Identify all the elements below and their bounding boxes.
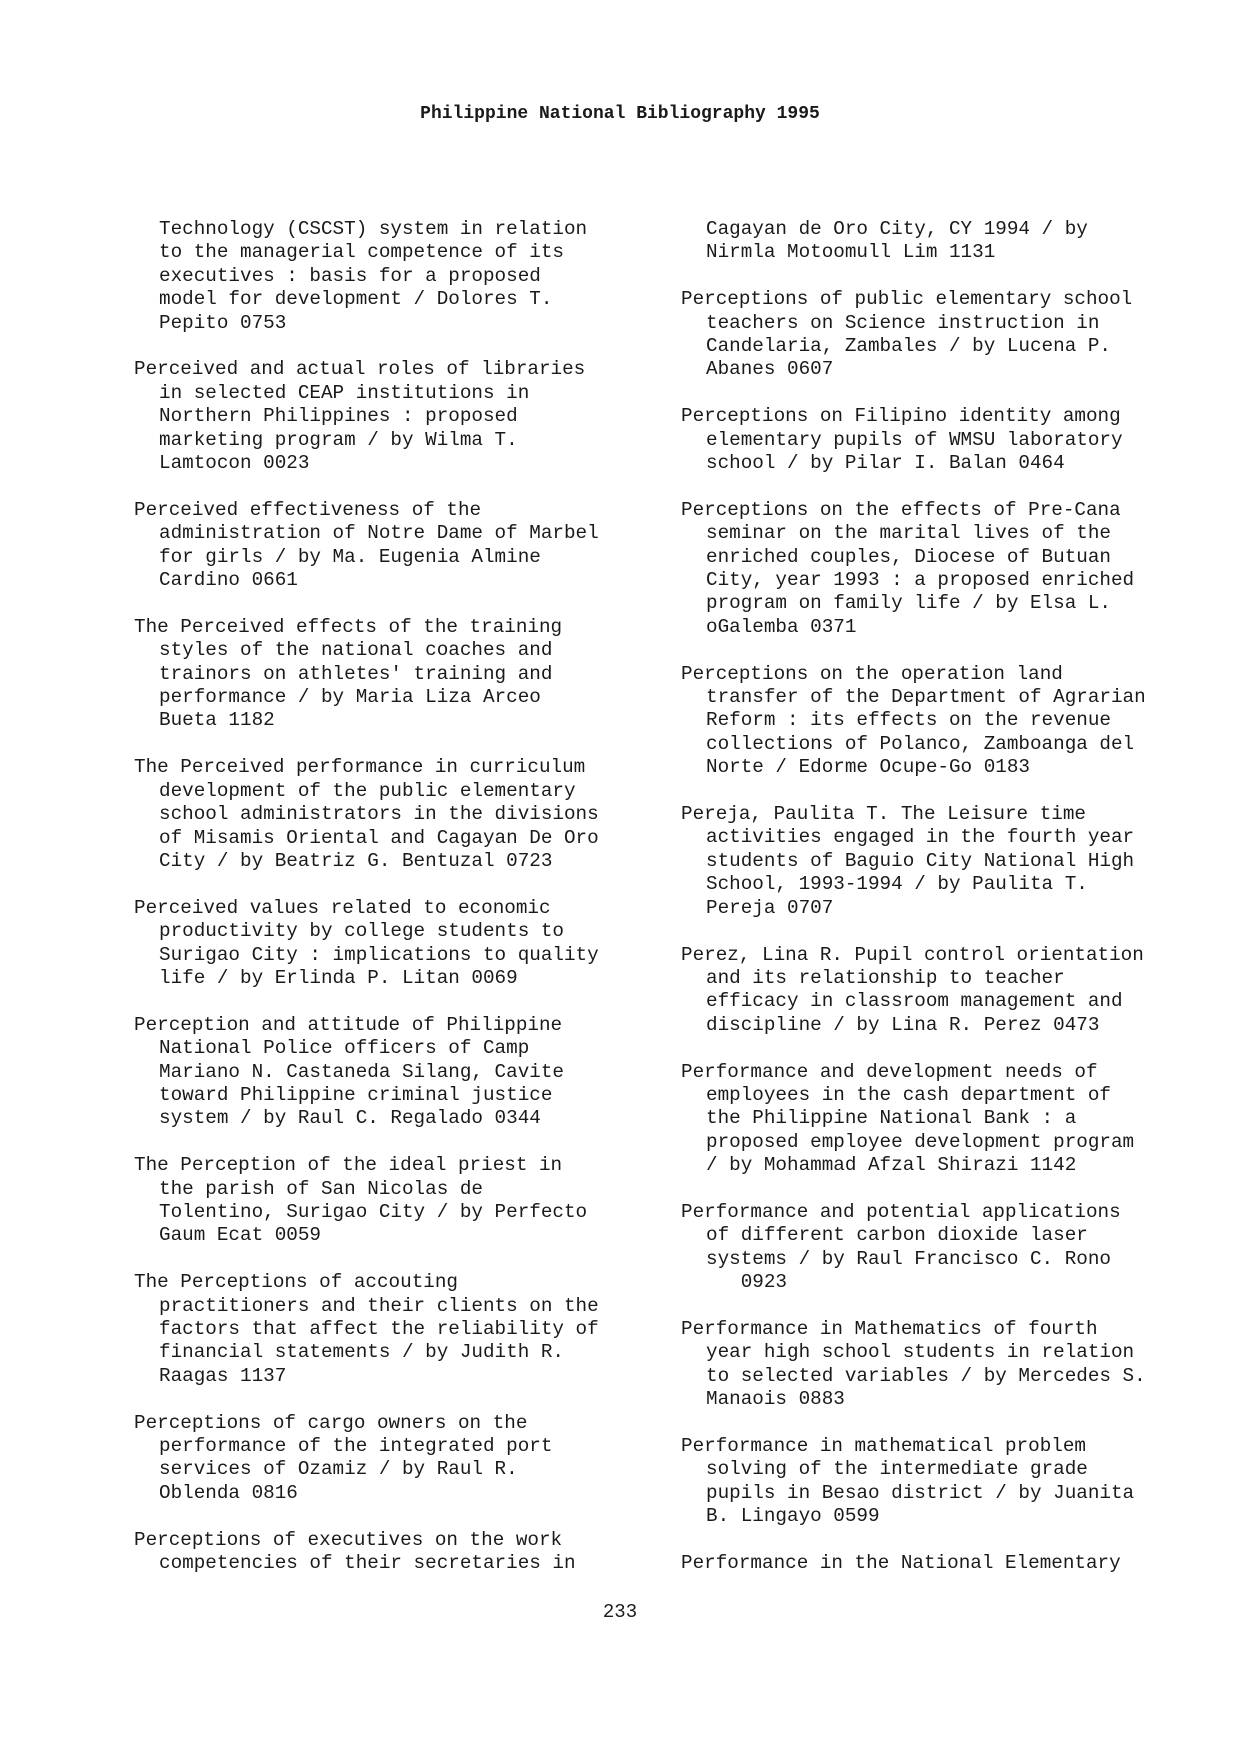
bibliography-entry: Performance and development needs of employees in the cash department of the Philippine National Bank : a proposed employee development program / by Mohammad Afzal Shirazi 1142 (681, 1060, 1135, 1177)
bibliography-entry: The Perceived performance in curriculum development of the public elementary school administrators in the divisions of Misamis Oriental and Cagayan De Oro City / by Beatriz G. Bentuzal 0723 (134, 756, 599, 872)
bibliography-entry: Perez, Lina R. Pupil control orientation and its relationship to teacher efficacy in classroom management and discipline / by Lina R. Perez 0473 (681, 943, 1144, 1036)
bibliography-entry: Technology (CSCST) system in relation to the managerial competence of its executives : basis for a proposed model for development / Dolores T. Pepito 0753 (159, 218, 588, 334)
bibliography-entry: Perceptions on Filipino identity among elementary pupils of WMSU laboratory school / by Pilar I. Balan 0464 (681, 405, 1123, 475)
bibliography-entry: Perceptions of public elementary school teachers on Science instruction in Candelaria, Zambales / by Lucena P. Abanes 0607 (681, 288, 1133, 381)
bibliography-entry: Perception and attitude of Philippine National Police officers of Camp Mariano N. Castaneda Silang, Cavite toward Philippine criminal justice system / by Raul C. Regalado 0344 (134, 1013, 564, 1130)
bibliography-entry: The Perception of the ideal priest in the parish of San Nicolas de Tolentino, Surigao City / by Perfecto Gaum Ecat 0059 (134, 1154, 588, 1247)
bibliography-entry: Performance in Mathematics of fourth year high school students in relation to selected variables / by Mercedes S. Manaois 0883 (681, 1317, 1146, 1411)
bibliography-entry: Perceived and actual roles of libraries in selected CEAP institutions in Northern Philippines : proposed marketing program / by Wilma T. Lamtocon 0023 (134, 358, 586, 475)
right-column (681, 218, 1191, 1599)
left-column (134, 218, 644, 1599)
bibliography-entry: Perceptions on the effects of Pre-Cana seminar on the marital lives of the enriched couples, Diocese of Butuan City, year 1993 : a proposed enriched program on family life / by Elsa L. oGalemba 0371 (681, 498, 1135, 638)
page-title: Philippine National Bibliography 1995 (420, 104, 820, 124)
bibliography-entry: Perceptions of executives on the work competencies of their secretaries in (134, 1528, 576, 1574)
bibliography-entry: Pereja, Paulita T. The Leisure time activities engaged in the fourth year students of Baguio City National High School, 1993-1994 / by Paulita T. Pereja 0707 (681, 803, 1135, 919)
bibliography-entry: Perceptions of cargo owners on the performance of the integrated port services of Ozamiz / by Raul R. Oblenda 0816 (134, 1411, 553, 1504)
bibliography-entry: Perceived values related to economic productivity by college students to Surigao City : implications to quality life / by Erlinda P. Litan 0069 (134, 896, 599, 989)
bibliography-entry: Performance and potential applications of different carbon dioxide laser systems / by Raul Francisco C. Rono 0923 (681, 1200, 1121, 1294)
bibliography-entry: Cagayan de Oro City, CY 1994 / by Nirmla Motoomull Lim 1131 (706, 218, 1088, 264)
page-number: 233 (602, 1601, 638, 1623)
bibliography-entry: Performance in the National Elementary (681, 1551, 1121, 1574)
bibliography-entry: Performance in mathematical problem solving of the intermediate grade pupils in Besao district / by Juanita B. Lingayo 0599 (681, 1434, 1135, 1528)
bibliography-entry: The Perceived effects of the training styles of the national coaches and trainors on athletes' training and performance / by Maria Liza Arceo Bueta 1182 (134, 615, 563, 732)
bibliography-entry: Perceived effectiveness of the administration of Notre Dame of Marbel for girls / by Ma. Eugenia Almine Cardino 0661 (134, 498, 599, 592)
bibliography-entry: The Perceptions of accouting practitioners and their clients on the factors that affect the reliability of financial statements / by Judith R. Raagas 1137 (134, 1271, 599, 1387)
bibliography-entry: Perceptions on the operation land transfer of the Department of Agrarian Reform : its effects on the revenue collections of Polanco, Zamboanga del Norte / Edorme Ocupe-Go 0183 (681, 662, 1146, 779)
